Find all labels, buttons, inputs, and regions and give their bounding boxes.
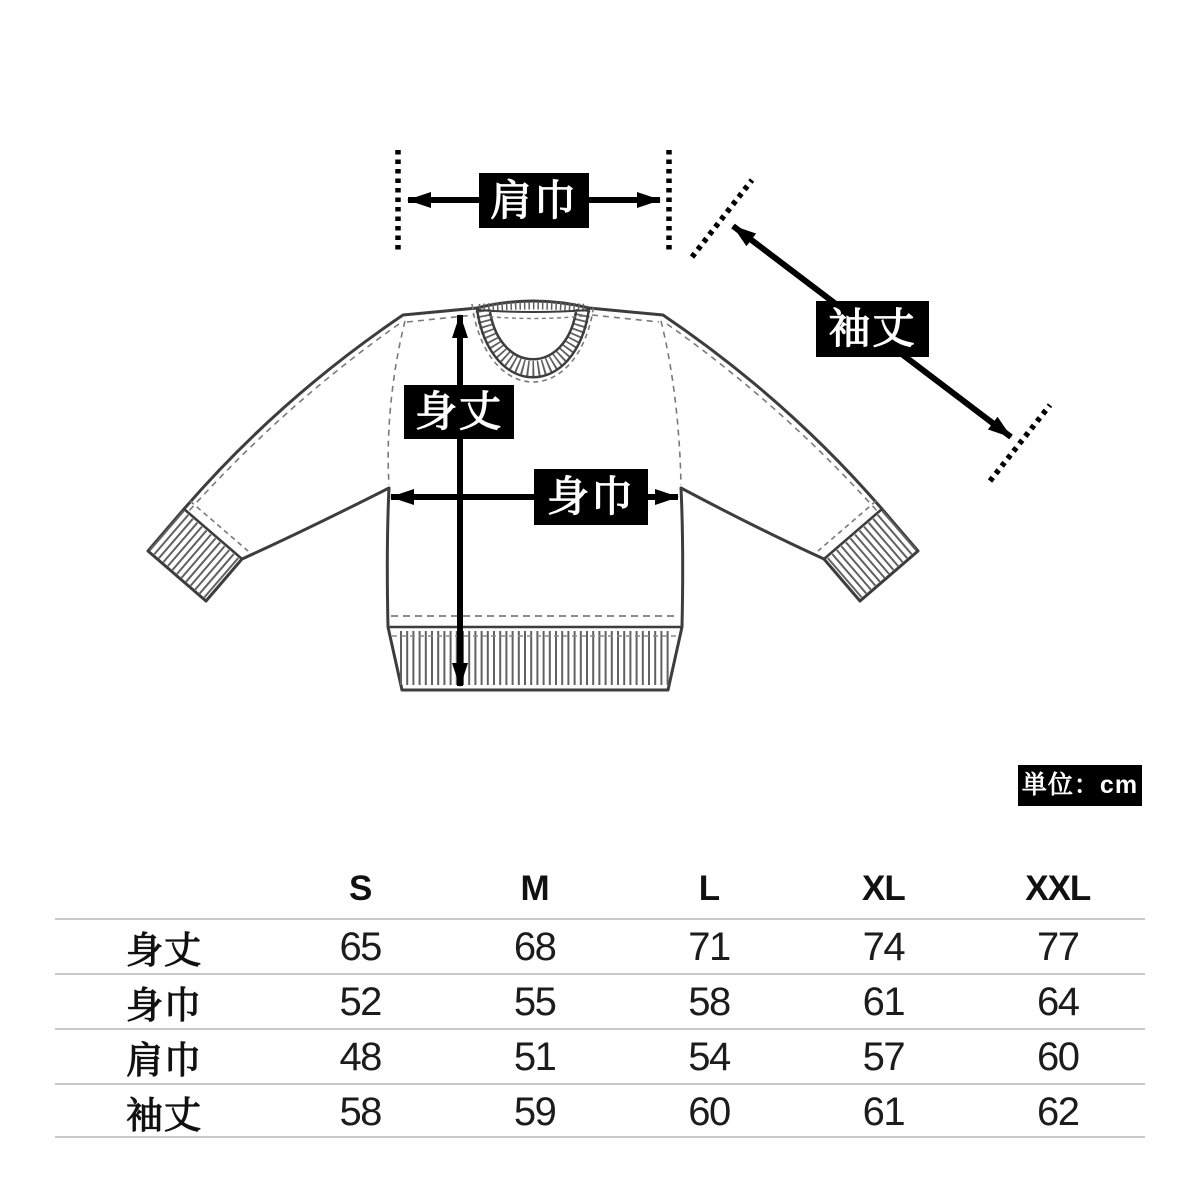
body-length-label: 身丈 [404, 385, 514, 439]
size-value: 58 [339, 1089, 381, 1134]
table-header-row [55, 860, 1145, 918]
size-value: 58 [688, 979, 730, 1024]
size-value: 68 [513, 924, 556, 969]
size-value: 51 [513, 1034, 556, 1079]
body-width-label: 身巾 [534, 469, 648, 525]
measurement-row-label: 身巾 [126, 985, 202, 1026]
size-value: 57 [862, 1034, 905, 1079]
extension-line [990, 405, 1050, 481]
size-column-header-s: S [349, 869, 372, 908]
size-table [55, 860, 1145, 1138]
measurement-row-label: 身丈 [126, 930, 202, 971]
size-value: 62 [1037, 1089, 1079, 1134]
measurement-row-label: 袖丈 [126, 1095, 202, 1136]
shoulder-width-label: 肩巾 [479, 173, 589, 228]
size-column-header-l: L [698, 869, 720, 908]
table-row-sleeve-length [55, 1083, 1145, 1138]
size-value: 64 [1037, 979, 1079, 1024]
size-value: 65 [339, 924, 381, 969]
unit-badge: 単位：cm [1018, 765, 1142, 806]
size-value: 59 [513, 1089, 556, 1134]
size-value: 54 [688, 1034, 730, 1079]
table-row-body-length [55, 918, 1145, 973]
corner-cell [55, 860, 273, 918]
size-column-header-xl: XL [862, 869, 905, 908]
size-column-header-m: M [520, 869, 549, 908]
size-value: 74 [862, 924, 905, 969]
table-row-shoulder-width [55, 1028, 1145, 1083]
size-value: 52 [339, 979, 381, 1024]
size-value: 71 [688, 924, 730, 969]
size-column-header-xxl: XXL [1025, 869, 1091, 908]
size-value: 60 [688, 1089, 730, 1134]
measurement-row-label: 肩巾 [126, 1040, 202, 1081]
size-value: 60 [1037, 1034, 1079, 1079]
size-value: 48 [339, 1034, 381, 1079]
extension-line [692, 180, 752, 257]
size-value: 61 [862, 1089, 905, 1134]
table-row-body-width [55, 973, 1145, 1028]
size-value: 77 [1037, 924, 1079, 969]
sleeve-length-label: 袖丈 [816, 301, 929, 357]
size-value: 61 [862, 979, 905, 1024]
size-value: 55 [513, 979, 556, 1024]
